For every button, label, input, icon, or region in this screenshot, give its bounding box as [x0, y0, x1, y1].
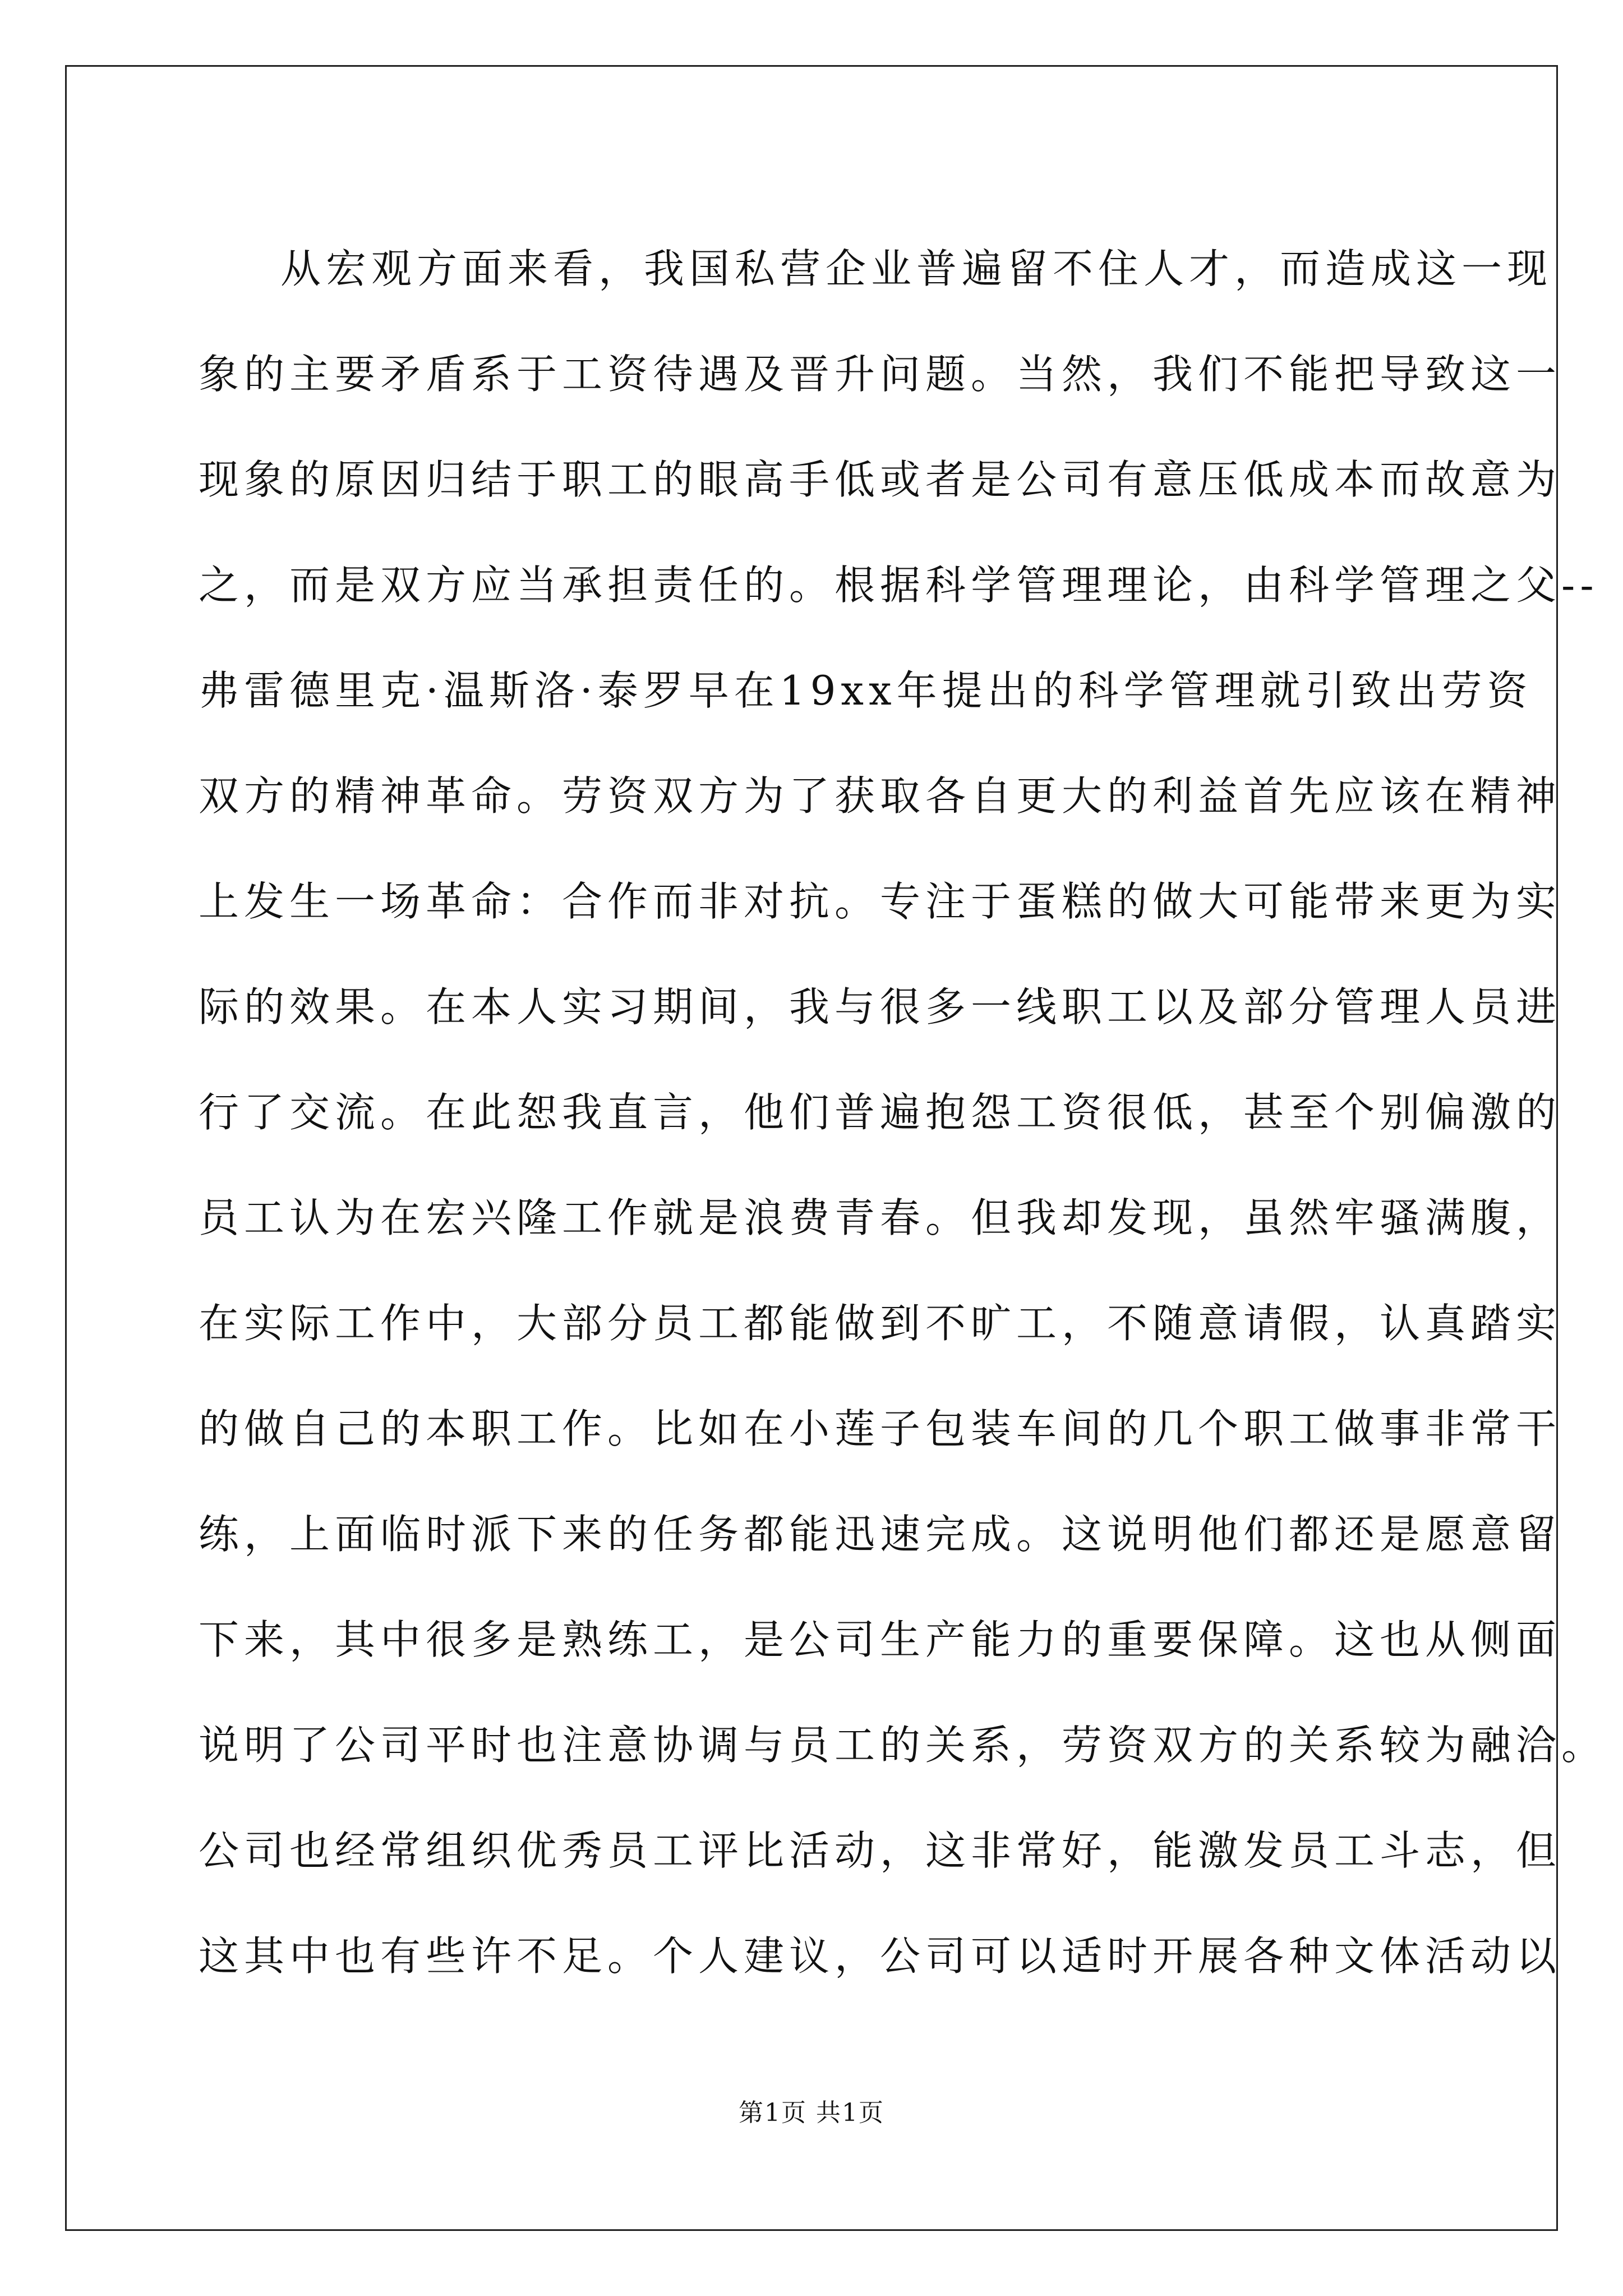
text-line-14: 下来，其中很多是熟练工，是公司生产能力的重要保障。这也从侧面 — [199, 1616, 1562, 1663]
text-line-8: 际的效果。在本人实习期间，我与很多一线职工以及部分管理人员进 — [199, 983, 1562, 1030]
text-line-13: 练，上面临时派下来的任务都能迅速完成。这说明他们都还是愿意留 — [199, 1511, 1562, 1558]
text-line-7: 上发生一场革命：合作而非对抗。专注于蛋糕的做大可能带来更为实 — [199, 878, 1562, 925]
text-line-16: 公司也经常组织优秀员工评比活动，这非常好，能激发员工斗志，但 — [199, 1827, 1562, 1874]
page-number-footer: 第1页 共1页 — [739, 2099, 884, 2127]
text-line-4: 之，而是双方应当承担责任的。根据科学管理理论，由科学管理之父-- — [199, 562, 1599, 609]
text-line-10: 员工认为在宏兴隆工作就是浪费青春。但我却发现，虽然牢骚满腹， — [199, 1194, 1562, 1241]
text-line-9: 行了交流。在此恕我直言，他们普遍抱怨工资很低，甚至个别偏激的 — [199, 1089, 1562, 1136]
text-line-11: 在实际工作中，大部分员工都能做到不旷工，不随意请假，认真踏实 — [199, 1300, 1562, 1347]
text-line-17: 这其中也有些许不足。个人建议，公司可以适时开展各种文体活动以 — [199, 1932, 1562, 1980]
text-line-5: 弗雷德里克·温斯洛·泰罗早在19xx年提出的科学管理就引致出劳资 — [199, 667, 1533, 714]
text-line-6: 双方的精神革命。劳资双方为了获取各自更大的利益首先应该在精神 — [199, 772, 1562, 820]
text-line-15: 说明了公司平时也注意协调与员工的关系，劳资双方的关系较为融洽。 — [199, 1722, 1607, 1769]
text-line-2: 象的主要矛盾系于工资待遇及晋升问题。当然，我们不能把导致这一 — [199, 351, 1562, 398]
body-paragraph — [199, 216, 1607, 2009]
text-line-3: 现象的原因归结于职工的眼高手低或者是公司有意压低成本而故意为 — [199, 456, 1562, 503]
text-line-12: 的做自己的本职工作。比如在小莲子包装车间的几个职工做事非常干 — [199, 1405, 1562, 1452]
text-line-1: 从宏观方面来看，我国私营企业普遍留不住人才，而造成这一现 — [280, 245, 1553, 292]
